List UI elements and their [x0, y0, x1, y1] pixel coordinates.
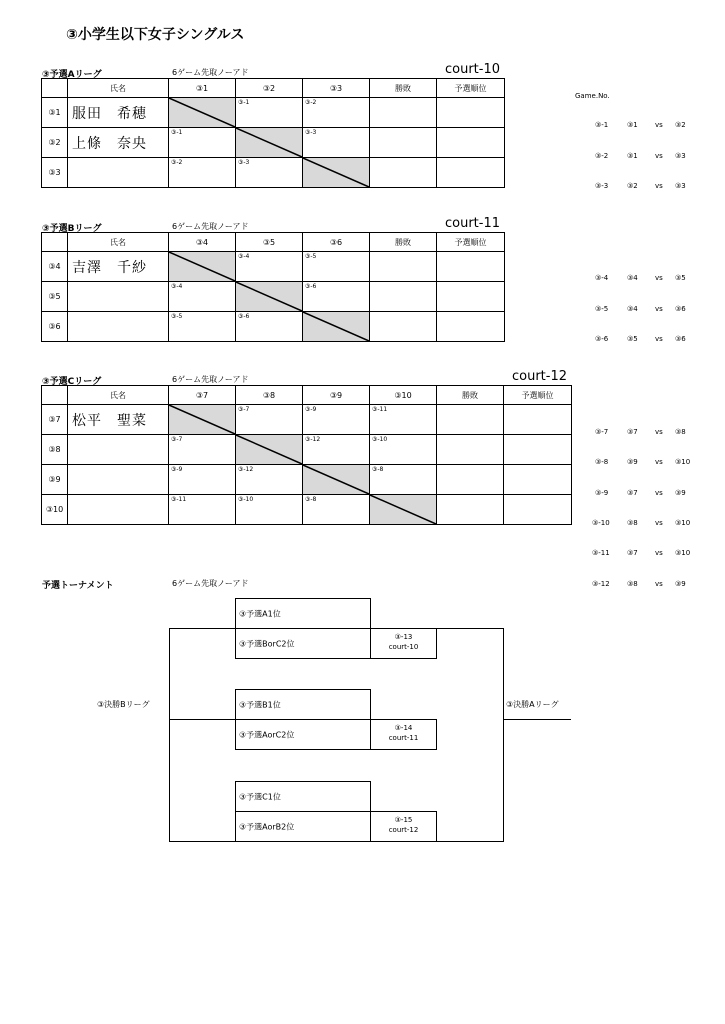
- match-cell: [303, 252, 370, 282]
- header-player: ③9: [303, 386, 370, 405]
- match-cell: [236, 405, 303, 435]
- bracket-match: ③-14 court-11: [370, 719, 437, 750]
- header-player: ③6: [303, 233, 370, 252]
- bracket-line: [503, 719, 571, 720]
- league-c-table: [41, 385, 572, 525]
- table-row: [42, 98, 505, 128]
- header-player: ③3: [303, 79, 370, 98]
- match-number: ③-1: [171, 129, 183, 136]
- match-number: ③-9: [171, 466, 183, 473]
- player-number: ③8: [42, 435, 68, 465]
- match-number: ③-2: [305, 99, 317, 106]
- table-row: [42, 282, 505, 312]
- match-number: ③-5: [171, 313, 183, 320]
- header-rank: 予選順位: [437, 79, 505, 98]
- match-cell: [169, 435, 236, 465]
- header-player: ③2: [236, 79, 303, 98]
- win-loss-cell: [370, 252, 437, 282]
- win-loss-cell: [437, 405, 504, 435]
- self-match-cell: [169, 405, 236, 435]
- bracket-slot: ③予選AorB2位: [235, 811, 371, 842]
- self-match-cell: [169, 252, 236, 282]
- table-row: [42, 405, 572, 435]
- player-name: 上條 奈央: [68, 128, 169, 158]
- match-number: ③-11: [372, 406, 388, 413]
- match-number: ③-3: [305, 129, 317, 136]
- bracket-line: [503, 628, 504, 842]
- match-number: ③-5: [305, 253, 317, 260]
- header-win-loss: 勝敗: [437, 386, 504, 405]
- bracket-slot: ③予選C1位: [235, 781, 371, 812]
- header-blank: [42, 79, 68, 98]
- header-player: ③8: [236, 386, 303, 405]
- player-name: [68, 282, 169, 312]
- header-player: ③5: [236, 233, 303, 252]
- win-loss-cell: [370, 128, 437, 158]
- game-list-item: ③-8 ③9 vs ③10: [595, 458, 691, 466]
- self-match-cell: [370, 495, 437, 525]
- header-win-loss: 勝敗: [370, 233, 437, 252]
- header-rank: 予選順位: [504, 386, 572, 405]
- bracket-line: [169, 628, 170, 842]
- league-c-label: ③予選Cリーグ: [42, 377, 102, 387]
- match-cell: [236, 465, 303, 495]
- header-player: ③1: [169, 79, 236, 98]
- game-list-item: ③-9 ③7 vs ③9: [595, 489, 686, 497]
- game-list-item: ③-4 ③4 vs ③5: [595, 274, 686, 282]
- final-b-league-label: ③決勝Bリーグ: [97, 700, 150, 709]
- league-a-label: ③予選Aリーグ: [42, 70, 102, 80]
- player-number: ③6: [42, 312, 68, 342]
- game-list-item: ③-5 ③4 vs ③6: [595, 305, 686, 313]
- header-win-loss: 勝敗: [370, 79, 437, 98]
- player-name: 服田 希穂: [68, 98, 169, 128]
- player-name: [68, 495, 169, 525]
- game-list-item: ③-7 ③7 vs ③8: [595, 428, 686, 436]
- bracket-slot: ③予選A1位: [235, 598, 371, 629]
- player-number: ③4: [42, 252, 68, 282]
- player-name: [68, 465, 169, 495]
- game-list-item: ③-10 ③8 vs ③10: [592, 519, 691, 527]
- match-number: ③-10: [372, 436, 388, 443]
- player-name: [68, 312, 169, 342]
- final-a-league-label: ③決勝Aリーグ: [506, 700, 559, 709]
- page-title: ③小学生以下女子シングルス: [66, 27, 245, 43]
- match-cell: [236, 158, 303, 188]
- bracket-slot: ③予選B1位: [235, 689, 371, 720]
- header-blank: [42, 233, 68, 252]
- league-a-table: [41, 78, 505, 188]
- player-number: ③9: [42, 465, 68, 495]
- rank-cell: [437, 252, 505, 282]
- header-blank: [42, 386, 68, 405]
- match-cell: [236, 312, 303, 342]
- rank-cell: [504, 435, 572, 465]
- match-cell: [303, 128, 370, 158]
- match-number: ③-1: [238, 99, 250, 106]
- player-name: 松平 聖菜: [68, 405, 169, 435]
- header-player: ③10: [370, 386, 437, 405]
- match-number: ③-3: [238, 159, 250, 166]
- player-number: ③7: [42, 405, 68, 435]
- rank-cell: [504, 405, 572, 435]
- match-cell: [370, 405, 437, 435]
- match-number: ③-6: [238, 313, 250, 320]
- match-number: ③-9: [305, 406, 317, 413]
- game-list-item: ③-6 ③5 vs ③6: [595, 335, 686, 343]
- player-number: ③3: [42, 158, 68, 188]
- match-cell: [303, 495, 370, 525]
- table-row: [42, 495, 572, 525]
- match-number: ③-2: [171, 159, 183, 166]
- league-b-court: court-11: [445, 216, 501, 231]
- rank-cell: [437, 158, 505, 188]
- player-name: 吉澤 千紗: [68, 252, 169, 282]
- tournament-rule: 6ゲーム先取ノーアド: [172, 579, 249, 588]
- self-match-cell: [303, 465, 370, 495]
- match-number: ③-7: [171, 436, 183, 443]
- bracket-line: [436, 841, 504, 842]
- match-cell: [303, 98, 370, 128]
- table-row: [42, 435, 572, 465]
- win-loss-cell: [437, 495, 504, 525]
- match-number: ③-10: [238, 496, 254, 503]
- match-cell: [169, 495, 236, 525]
- match-cell: [236, 252, 303, 282]
- player-name: [68, 435, 169, 465]
- match-number: ③-12: [305, 436, 321, 443]
- game-list-item: ③-11 ③7 vs ③10: [592, 549, 691, 557]
- rank-cell: [504, 495, 572, 525]
- league-b-table: [41, 232, 505, 342]
- match-number: ③-7: [238, 406, 250, 413]
- match-cell: [303, 435, 370, 465]
- player-name: [68, 158, 169, 188]
- match-cell: [370, 465, 437, 495]
- match-cell: [236, 98, 303, 128]
- win-loss-cell: [437, 435, 504, 465]
- player-number: ③2: [42, 128, 68, 158]
- match-cell: [169, 312, 236, 342]
- match-cell: [303, 282, 370, 312]
- tournament-label: 予選トーナメント: [42, 581, 114, 591]
- match-number: ③-4: [171, 283, 183, 290]
- rank-cell: [504, 465, 572, 495]
- bracket-line: [169, 719, 236, 720]
- table-row: [42, 465, 572, 495]
- match-cell: [169, 158, 236, 188]
- game-list-item: ③-2 ③1 vs ③3: [595, 152, 686, 160]
- header-player: ③4: [169, 233, 236, 252]
- table-row: [42, 158, 505, 188]
- rank-cell: [437, 128, 505, 158]
- bracket-line: [169, 841, 236, 842]
- header-name: 氏名: [68, 386, 169, 405]
- bracket-line: [436, 628, 504, 629]
- game-list-item: ③-1 ③1 vs ③2: [595, 121, 686, 129]
- league-b-rule: 6ゲーム先取ノーアド: [172, 222, 249, 231]
- rank-cell: [437, 312, 505, 342]
- win-loss-cell: [370, 282, 437, 312]
- bracket-match: ③-13 court-10: [370, 628, 437, 659]
- bracket-match: ③-15 court-12: [370, 811, 437, 842]
- match-cell: [169, 282, 236, 312]
- match-cell: [370, 435, 437, 465]
- match-number: ③-6: [305, 283, 317, 290]
- header-player: ③7: [169, 386, 236, 405]
- table-row: [42, 312, 505, 342]
- league-a-rule: 6ゲーム先取ノーアド: [172, 68, 249, 77]
- bracket-line: [169, 628, 236, 629]
- league-b-label: ③予選Bリーグ: [42, 224, 102, 234]
- self-match-cell: [303, 312, 370, 342]
- league-a-court: court-10: [445, 62, 501, 77]
- match-number: ③-8: [305, 496, 317, 503]
- match-cell: [236, 495, 303, 525]
- rank-cell: [437, 98, 505, 128]
- self-match-cell: [169, 98, 236, 128]
- bracket-slot: ③予選AorC2位: [235, 719, 371, 750]
- win-loss-cell: [370, 98, 437, 128]
- win-loss-cell: [370, 158, 437, 188]
- match-number: ③-11: [171, 496, 187, 503]
- game-list-item: ③-12 ③8 vs ③9: [592, 580, 686, 588]
- game-no-header: Game.No.: [575, 92, 610, 100]
- match-cell: [169, 465, 236, 495]
- bracket-slot: ③予選BorC2位: [235, 628, 371, 659]
- match-cell: [303, 405, 370, 435]
- game-list-item: ③-3 ③2 vs ③3: [595, 182, 686, 190]
- table-row: [42, 252, 505, 282]
- header-name: 氏名: [68, 233, 169, 252]
- self-match-cell: [236, 435, 303, 465]
- table-row: [42, 128, 505, 158]
- header-rank: 予選順位: [437, 233, 505, 252]
- match-cell: [169, 128, 236, 158]
- self-match-cell: [303, 158, 370, 188]
- league-c-court: court-12: [512, 369, 568, 384]
- match-number: ③-4: [238, 253, 250, 260]
- player-number: ③10: [42, 495, 68, 525]
- league-c-rule: 6ゲーム先取ノーアド: [172, 375, 249, 384]
- win-loss-cell: [370, 312, 437, 342]
- win-loss-cell: [437, 465, 504, 495]
- header-name: 氏名: [68, 79, 169, 98]
- self-match-cell: [236, 128, 303, 158]
- player-number: ③5: [42, 282, 68, 312]
- match-number: ③-12: [238, 466, 254, 473]
- player-number: ③1: [42, 98, 68, 128]
- self-match-cell: [236, 282, 303, 312]
- match-number: ③-8: [372, 466, 384, 473]
- rank-cell: [437, 282, 505, 312]
